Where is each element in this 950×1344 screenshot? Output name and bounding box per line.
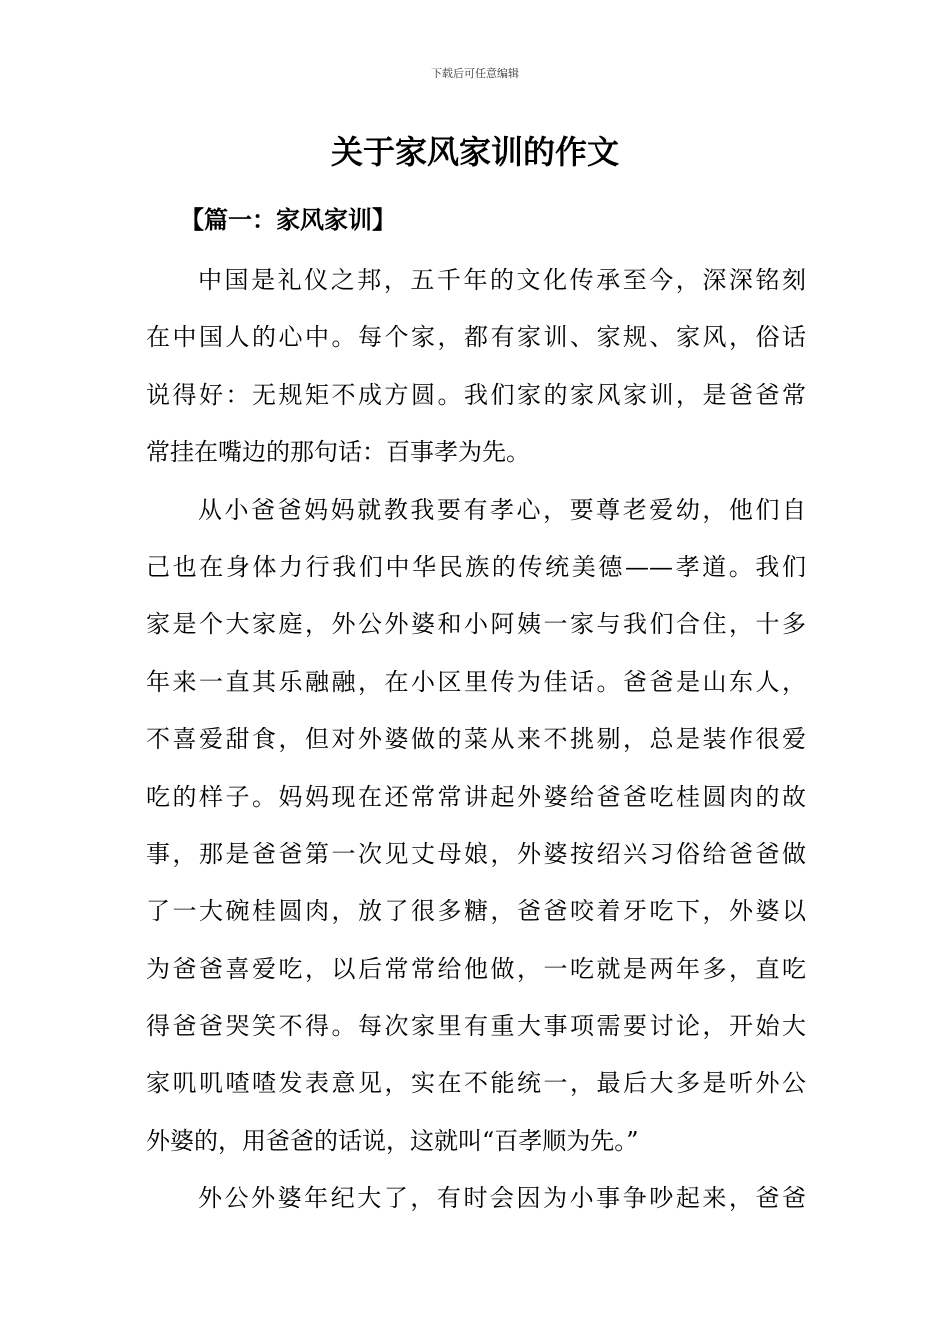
text-line: 年来一直其乐融融，在小区里传为佳话。爸爸是山东人， [146, 667, 806, 696]
text-line: 事，那是爸爸第一次见丈母娘，外婆按绍兴习俗给爸爸做 [146, 839, 806, 868]
document-title: 关于家风家训的作文 [330, 133, 619, 171]
paragraph-2 [146, 482, 806, 1171]
text-line: 中国是礼仪之邦，五千年的文化传承至今，深深铭刻 [198, 266, 806, 294]
text-line: 得爸爸哭笑不得。每次家里有重大事项需要讨论，开始大 [146, 1012, 806, 1041]
section-heading: 【篇一：家风家训】 [180, 205, 396, 234]
text-line: 说得好：无规矩不成方圆。我们家的家风家训，是爸爸常 [146, 380, 806, 409]
header-note: 下载后可任意编辑 [431, 67, 519, 80]
text-line: 吃的样子。妈妈现在还常常讲起外婆给爸爸吃桂圆肉的故 [146, 782, 806, 811]
paragraph-3 [146, 1170, 806, 1227]
body-text [146, 252, 806, 1228]
text-line: 常挂在嘴边的那句话：百事孝为先。 [146, 438, 530, 467]
text-line: 家叽叽喳喳发表意见，实在不能统一，最后大多是听外公 [146, 1069, 806, 1098]
text-line: 不喜爱甜食，但对外婆做的菜从来不挑剔，总是装作很爱 [146, 725, 806, 754]
text-line: 了一大碗桂圆肉，放了很多糖，爸爸咬着牙吃下，外婆以 [146, 897, 806, 926]
paragraph-1 [146, 252, 806, 482]
text-line: 为爸爸喜爱吃，以后常常给他做，一吃就是两年多，直吃 [146, 954, 806, 983]
text-line: 在中国人的心中。每个家，都有家训、家规、家风，俗话 [146, 323, 806, 352]
text-line: 外公外婆年纪大了，有时会因为小事争吵起来，爸爸 [198, 1184, 806, 1213]
text-line: 从小爸爸妈妈就教我要有孝心，要尊老爱幼，他们自 [198, 495, 806, 524]
text-line: 家是个大家庭，外公外婆和小阿姨一家与我们合住，十多 [146, 610, 806, 639]
text-line: 己也在身体力行我们中华民族的传统美德——孝道。我们 [146, 552, 806, 581]
text-line: 外婆的，用爸爸的话说，这就叫“百孝顺为先。” [146, 1126, 639, 1155]
